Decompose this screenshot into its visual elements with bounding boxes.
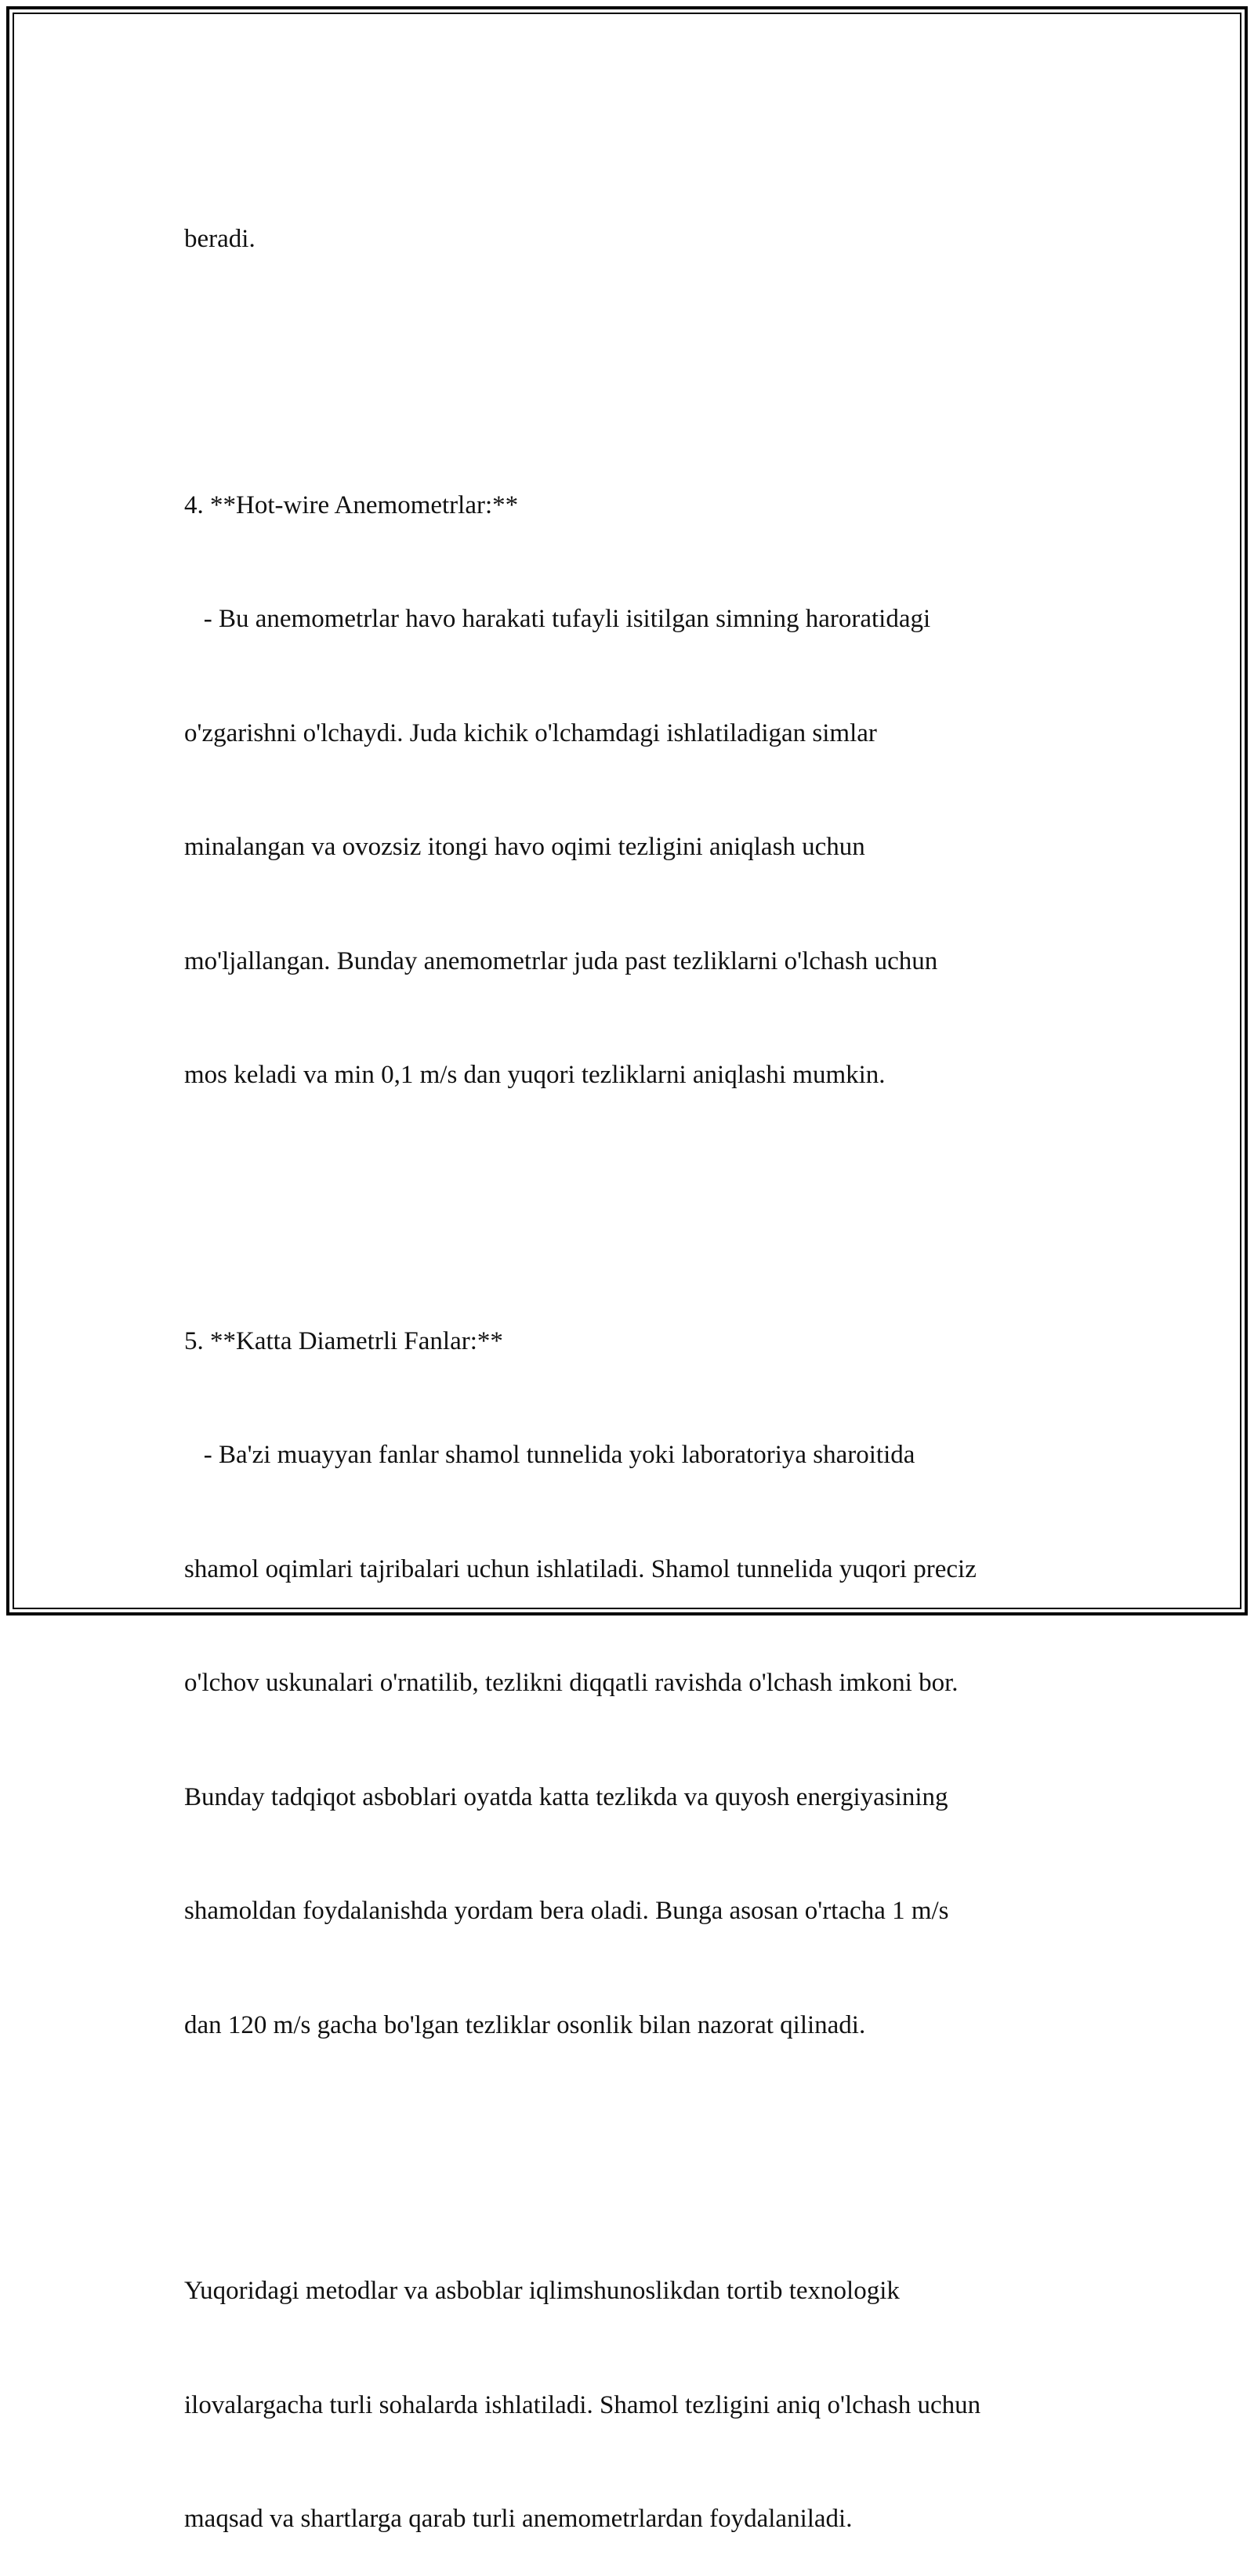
section-4-line: minalangan va ovozsiz itongi havo oqimi tezligini aniqlash uchun bbox=[184, 833, 865, 861]
conclusion-line: Yuqoridagi metodlar va asboblar iqlimshunoslikdan tortib texnologik bbox=[184, 2277, 900, 2305]
section-5-line: o'lchov uskunalari o'rnatilib, tezlikni diqqatli ravishda o'lchash imkoni bor. bbox=[184, 1669, 959, 1697]
section-5-heading: 5. **Katta Diametrli Fanlar:** bbox=[184, 1326, 503, 1355]
section-4-line: - Bu anemometrlar havo harakati tufayli isitilgan simning haroratidagi bbox=[184, 605, 931, 633]
section-4-heading: 4. **Hot-wire Anemometrlar:** bbox=[184, 490, 519, 519]
section-5-line: dan 120 m/s gacha bo'lgan tezliklar osonlik bilan nazorat qilinadi. bbox=[184, 2010, 866, 2039]
document-body bbox=[184, 144, 1093, 2576]
conclusion-line: maqsad va shartlarga qarab turli anemometrlardan foydalaniladi. bbox=[184, 2505, 853, 2533]
paragraph-gap bbox=[184, 335, 1093, 373]
section-5-line: Bunday tadqiqot asboblari oyatda katta tezlikda va quyosh energiyasining bbox=[184, 1782, 948, 1811]
section-5-line: shamol oqimlari tajribalari uchun ishlatiladi. Shamol tunnelida yuqori preciz bbox=[184, 1554, 977, 1583]
paragraph-gap bbox=[184, 1170, 1093, 1209]
intro-tail-line: beradi. bbox=[184, 225, 256, 253]
paragraph-gap bbox=[184, 2120, 1093, 2158]
section-5-line: - Ba'zi muayyan fanlar shamol tunnelida yoki laboratoriya sharoitida bbox=[184, 1441, 915, 1469]
section-4-line: mos keladi va min 0,1 m/s dan yuqori tezliklarni aniqlashi mumkin. bbox=[184, 1061, 886, 1089]
section-5-line: shamoldan foydalanishda yordam bera oladi. Bunga asosan o'rtacha 1 m/s bbox=[184, 1897, 949, 1925]
section-4-line: mo'ljallangan. Bunday anemometrlar juda past tezliklarni o'lchash uchun bbox=[184, 946, 938, 975]
section-4-line: o'zgarishni o'lchaydi. Juda kichik o'lchamdagi ishlatiladigan simlar bbox=[184, 718, 877, 747]
conclusion-line: ilovalargacha turli sohalarda ishlatiladi. Shamol tezligini aniq o'lchash uchun bbox=[184, 2390, 981, 2419]
